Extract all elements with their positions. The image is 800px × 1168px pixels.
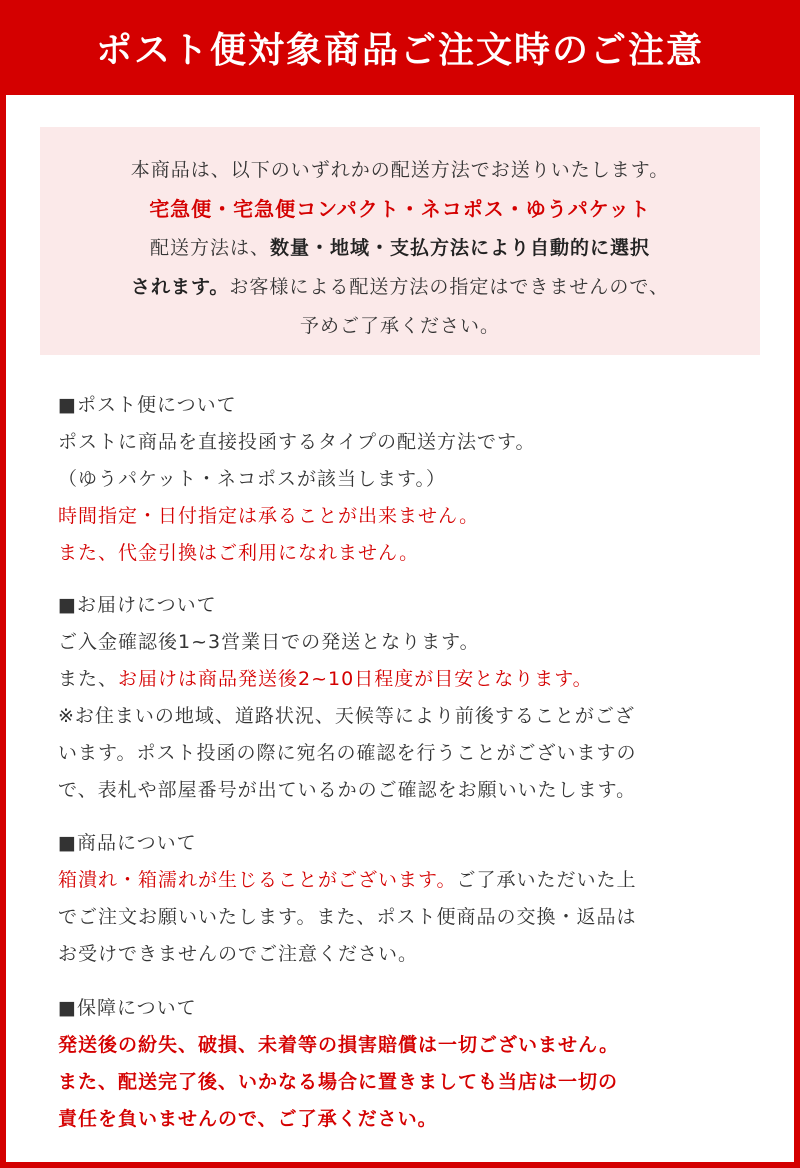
page-title-text: ポスト便対象商品ご注文時のご注意 — [95, 30, 704, 71]
product-line-1-red: 箱潰れ・箱濡れが生じることがございます。 — [58, 869, 457, 891]
post-heading: ■ポスト便について — [58, 394, 237, 416]
product-heading: ■商品について — [58, 832, 197, 854]
product-line-1 — [58, 862, 758, 899]
product-line-1-text: ご了承いただいた上 — [456, 869, 637, 891]
notice-line-5: 予めご了承ください。 — [299, 315, 500, 337]
delivery-line-4: います。ポスト投函の際に宛名の確認を行うことがございますの — [58, 742, 637, 764]
notice-line-3-text: 配送方法は、 — [149, 237, 270, 259]
delivery-heading: ■お届けについて — [58, 594, 217, 616]
notice-line-3-bold: 数量・地域・支払方法により自動的に選択 — [270, 237, 651, 259]
delivery-line-1: ご入金確認後1~3営業日での発送となります。 — [58, 631, 480, 653]
delivery-line-5: で、表札や部屋番号が出ているかのご確認をお願いいたします。 — [58, 779, 637, 801]
delivery-line-2-text: また、 — [58, 668, 119, 690]
page-title — [0, 0, 800, 95]
post-line-4: また、代金引換はご利用になれません。 — [58, 542, 420, 564]
warranty-section — [58, 990, 758, 1138]
notice-line-1: 本商品は、以下のいずれかの配送方法でお送りいたします。 — [130, 159, 670, 181]
notice-line-4-bold: されます。 — [130, 276, 230, 298]
delivery-section — [58, 587, 758, 809]
post-line-1: ポストに商品を直接投函するタイプの配送方法です。 — [58, 431, 536, 453]
post-section — [58, 387, 758, 572]
delivery-line-3: ※お住まいの地域、道路状況、天候等により前後することがござ — [58, 705, 635, 727]
product-line-2: でご注文お願いいたします。また、ポスト便商品の交換・返品は — [58, 906, 637, 928]
shipping-methods: 宅急便・宅急便コンパクト・ネコポス・ゆうパケット — [149, 197, 651, 221]
warranty-heading: ■保障について — [58, 997, 197, 1019]
product-line-3: お受けできませんのでご注意ください。 — [58, 943, 419, 965]
warranty-line-2: また、配送完了後、いかなる場合に置きましても当店は一切の — [58, 1071, 619, 1093]
shipping-notice-box — [40, 127, 760, 355]
post-line-3: 時間指定・日付指定は承ることが出来ません。 — [58, 505, 480, 527]
warranty-line-1: 発送後の紛失、破損、未着等の損害賠償は一切ございません。 — [58, 1034, 620, 1056]
post-line-2: （ゆうパケット・ネコポスが該当します。） — [58, 468, 447, 490]
delivery-line-2 — [58, 661, 758, 698]
notice-line-3 — [40, 229, 760, 268]
warranty-line-3: 責任を負いませんので、ご了承ください。 — [58, 1108, 438, 1130]
notice-line-4-text: お客様による配送方法の指定はできませんので、 — [229, 276, 670, 298]
notice-line-4 — [40, 268, 760, 307]
product-section — [58, 825, 758, 973]
delivery-line-2-red: お届けは商品発送後2~10日程度が目安となります。 — [118, 668, 593, 690]
